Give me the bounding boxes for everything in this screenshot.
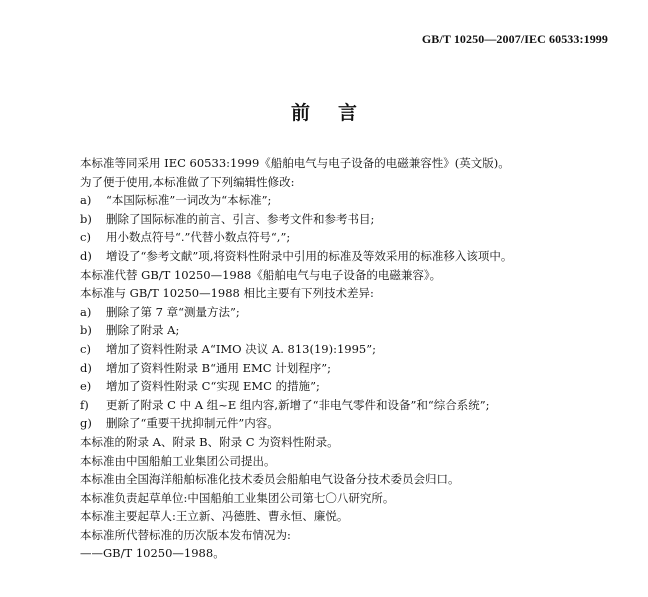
list-item — [80, 210, 628, 229]
list-item — [80, 359, 628, 378]
paragraph — [80, 452, 628, 471]
paragraph — [80, 489, 628, 508]
list-item — [80, 377, 628, 396]
list-marker: g) — [80, 416, 92, 431]
line-text: 本标准所代替标准的历次版本发布情况为: — [80, 527, 291, 542]
list-marker: b) — [80, 323, 92, 338]
paragraph — [80, 154, 628, 173]
list-marker: f) — [80, 397, 89, 412]
paragraph — [80, 266, 628, 285]
line-text: 增加了资料性附录 B“通用 EMC 计划程序”; — [106, 360, 332, 375]
list-marker: d) — [80, 248, 92, 263]
line-text: 删除了第 7 章“测量方法”; — [106, 304, 240, 319]
list-marker: c) — [80, 230, 91, 245]
line-text: 用小数点符号“.”代替小数点符号“,”; — [106, 230, 291, 245]
line-text: 增加了资料性附录 C“实现 EMC 的措施”; — [106, 379, 320, 394]
line-text: 为了便于使用,本标准做了下列编辑性修改: — [80, 174, 295, 189]
line-text: 本标准的附录 A、附录 B、附录 C 为资料性附录。 — [80, 434, 339, 449]
line-text: 本标准由中国船舶工业集团公司提出。 — [80, 453, 276, 468]
list-item — [80, 191, 628, 210]
paragraph — [80, 544, 628, 563]
list-item — [80, 321, 628, 340]
line-text: 删除了“重要干扰抑制元件”内容。 — [106, 416, 279, 431]
paragraph — [80, 173, 628, 192]
paragraph — [80, 507, 628, 526]
list-marker: d) — [80, 360, 92, 375]
list-marker: a) — [80, 193, 92, 208]
paragraph — [80, 433, 628, 452]
list-item — [80, 247, 628, 266]
line-text: 增加了资料性附录 A“IMO 决议 A. 813(19):1995”; — [106, 341, 376, 356]
line-text: 删除了附录 A; — [106, 323, 180, 338]
line-text: 增设了“参考文献”项,将资料性附录中引用的标准及等效采用的标准移入该项中。 — [106, 248, 513, 263]
line-text: “本国际标准”一词改为“本标准”; — [106, 193, 272, 208]
paragraph — [80, 284, 628, 303]
line-text: 本标准主要起草人:王立新、冯德胜、曹永恒、廉悦。 — [80, 509, 349, 524]
line-text: 更新了附录 C 中 A 组~E 组内容,新增了“非电气零件和设备”和“综合系统”; — [106, 397, 490, 412]
line-text: 删除了国际标准的前言、引言、参考文件和参考书目; — [106, 211, 375, 226]
list-item — [80, 228, 628, 247]
line-text: 本标准负责起草单位:中国船舶工业集团公司第七〇八研究所。 — [80, 490, 395, 505]
line-text: ——GB/T 10250—1988。 — [80, 546, 225, 561]
foreword-body — [80, 154, 628, 563]
line-text: 本标准由全国海洋船舶标准化技术委员会船舶电气设备分技术委员会归口。 — [80, 472, 460, 487]
list-item — [80, 396, 628, 415]
list-item — [80, 340, 628, 359]
paragraph — [80, 470, 628, 489]
list-item — [80, 414, 628, 433]
line-text: 本标准代替 GB/T 10250—1988《船舶电气与电子设备的电磁兼容》。 — [80, 267, 442, 282]
list-marker: e) — [80, 379, 92, 394]
standard-code: GB/T 10250—2007/IEC 60533:1999 — [421, 32, 608, 46]
page-title: 前言 — [290, 102, 385, 124]
list-marker: c) — [80, 341, 91, 356]
list-item — [80, 303, 628, 322]
list-marker: a) — [80, 304, 92, 319]
line-text: 本标准与 GB/T 10250—1988 相比主要有下列技术差异: — [80, 286, 374, 301]
paragraph — [80, 526, 628, 545]
list-marker: b) — [80, 211, 92, 226]
line-text: 本标准等同采用 IEC 60533:1999《船舶电气与电子设备的电磁兼容性》(英文版)。 — [80, 156, 510, 170]
